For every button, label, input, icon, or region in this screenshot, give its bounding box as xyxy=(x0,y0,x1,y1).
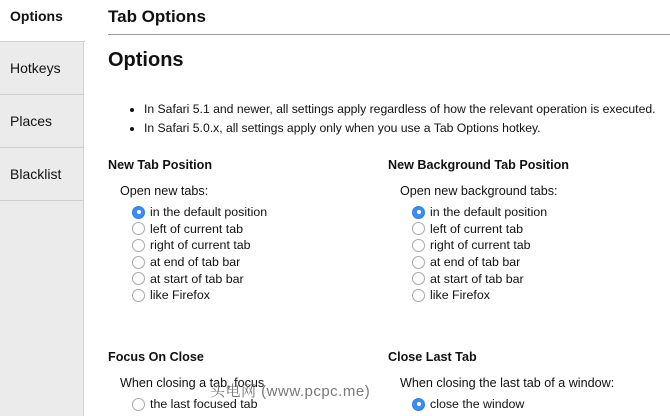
radio-label: right of current tab xyxy=(150,238,251,253)
radio-label: in the default position xyxy=(150,205,268,220)
radio-option-left-of-current[interactable] xyxy=(412,221,648,238)
radio-option-like-firefox[interactable] xyxy=(412,287,648,304)
radio-icon[interactable] xyxy=(412,239,425,252)
note-item: In Safari 5.1 and newer, all settings apply regardless of how the relevant operation is executed. xyxy=(128,100,656,119)
radio-selected-icon[interactable] xyxy=(412,398,425,411)
radio-option-default-position[interactable] xyxy=(412,204,648,221)
radio-selected-icon[interactable] xyxy=(412,206,425,219)
radio-label: the last focused tab xyxy=(150,397,258,412)
sidebar-item-label: Blacklist xyxy=(10,166,62,182)
section-subtitle: When closing the last tab of a window: xyxy=(400,376,615,390)
section-close-last-tab xyxy=(388,350,648,413)
sidebar-item-label: Hotkeys xyxy=(10,60,61,76)
radio-icon[interactable] xyxy=(132,239,145,252)
page-title: Options xyxy=(108,49,184,71)
watermark-text: 头电网 (www.pcpc.me) xyxy=(210,383,371,400)
section-new-tab-position xyxy=(108,158,368,304)
radio-option-like-firefox[interactable] xyxy=(132,287,368,304)
radio-icon[interactable] xyxy=(132,398,145,411)
section-subtitle: When closing a tab, focus xyxy=(120,376,265,390)
radio-icon[interactable] xyxy=(132,256,145,269)
radio-label: close the window xyxy=(430,397,525,412)
radio-option-left-of-current[interactable] xyxy=(132,221,368,238)
note-item: In Safari 5.0.x, all settings apply only when you use a Tab Options hotkey. xyxy=(128,119,656,138)
section-new-background-tab-position xyxy=(388,158,648,304)
radio-selected-icon[interactable] xyxy=(132,206,145,219)
section-subtitle: Open new background tabs: xyxy=(400,184,558,198)
radio-icon[interactable] xyxy=(412,272,425,285)
radio-label: like Firefox xyxy=(150,288,210,303)
section-title: New Background Tab Position xyxy=(388,158,569,172)
radio-option-close-window[interactable] xyxy=(412,396,648,413)
radio-option-right-of-current[interactable] xyxy=(132,237,368,254)
sidebar-item-label: Places xyxy=(10,113,53,129)
sidebar-item-label: Options xyxy=(10,7,63,24)
radio-option-right-of-current[interactable] xyxy=(412,237,648,254)
radio-option-start-of-tab-bar[interactable] xyxy=(412,270,648,287)
radio-icon[interactable] xyxy=(132,272,145,285)
radio-icon[interactable] xyxy=(132,222,145,235)
radio-option-default-position[interactable] xyxy=(132,204,368,221)
notes-list xyxy=(128,100,656,138)
radio-label: at start of tab bar xyxy=(430,271,524,286)
sidebar-item-blacklist[interactable] xyxy=(0,148,84,201)
radio-label: at end of tab bar xyxy=(430,255,521,270)
radio-label: at end of tab bar xyxy=(150,255,241,270)
radio-icon[interactable] xyxy=(412,256,425,269)
radio-icon[interactable] xyxy=(412,222,425,235)
radio-label: left of current tab xyxy=(150,221,243,236)
radio-label: like Firefox xyxy=(430,288,490,303)
page-header-title: Tab Options xyxy=(108,7,206,26)
section-title: Close Last Tab xyxy=(388,350,477,364)
radio-icon[interactable] xyxy=(132,289,145,302)
sidebar xyxy=(0,0,84,416)
header-divider xyxy=(108,34,670,35)
radio-option-end-of-tab-bar[interactable] xyxy=(132,254,368,271)
radio-option-end-of-tab-bar[interactable] xyxy=(412,254,648,271)
radio-label: at start of tab bar xyxy=(150,271,244,286)
radio-label: left of current tab xyxy=(430,221,523,236)
radio-icon[interactable] xyxy=(412,289,425,302)
radio-label: right of current tab xyxy=(430,238,531,253)
sidebar-item-options[interactable] xyxy=(0,0,85,42)
section-title: New Tab Position xyxy=(108,158,213,172)
sidebar-item-hotkeys[interactable] xyxy=(0,42,84,95)
section-title: Focus On Close xyxy=(108,350,204,364)
section-subtitle: Open new tabs: xyxy=(120,184,209,198)
radio-label: in the default position xyxy=(430,205,548,220)
sidebar-item-places[interactable] xyxy=(0,95,84,148)
radio-option-start-of-tab-bar[interactable] xyxy=(132,270,368,287)
